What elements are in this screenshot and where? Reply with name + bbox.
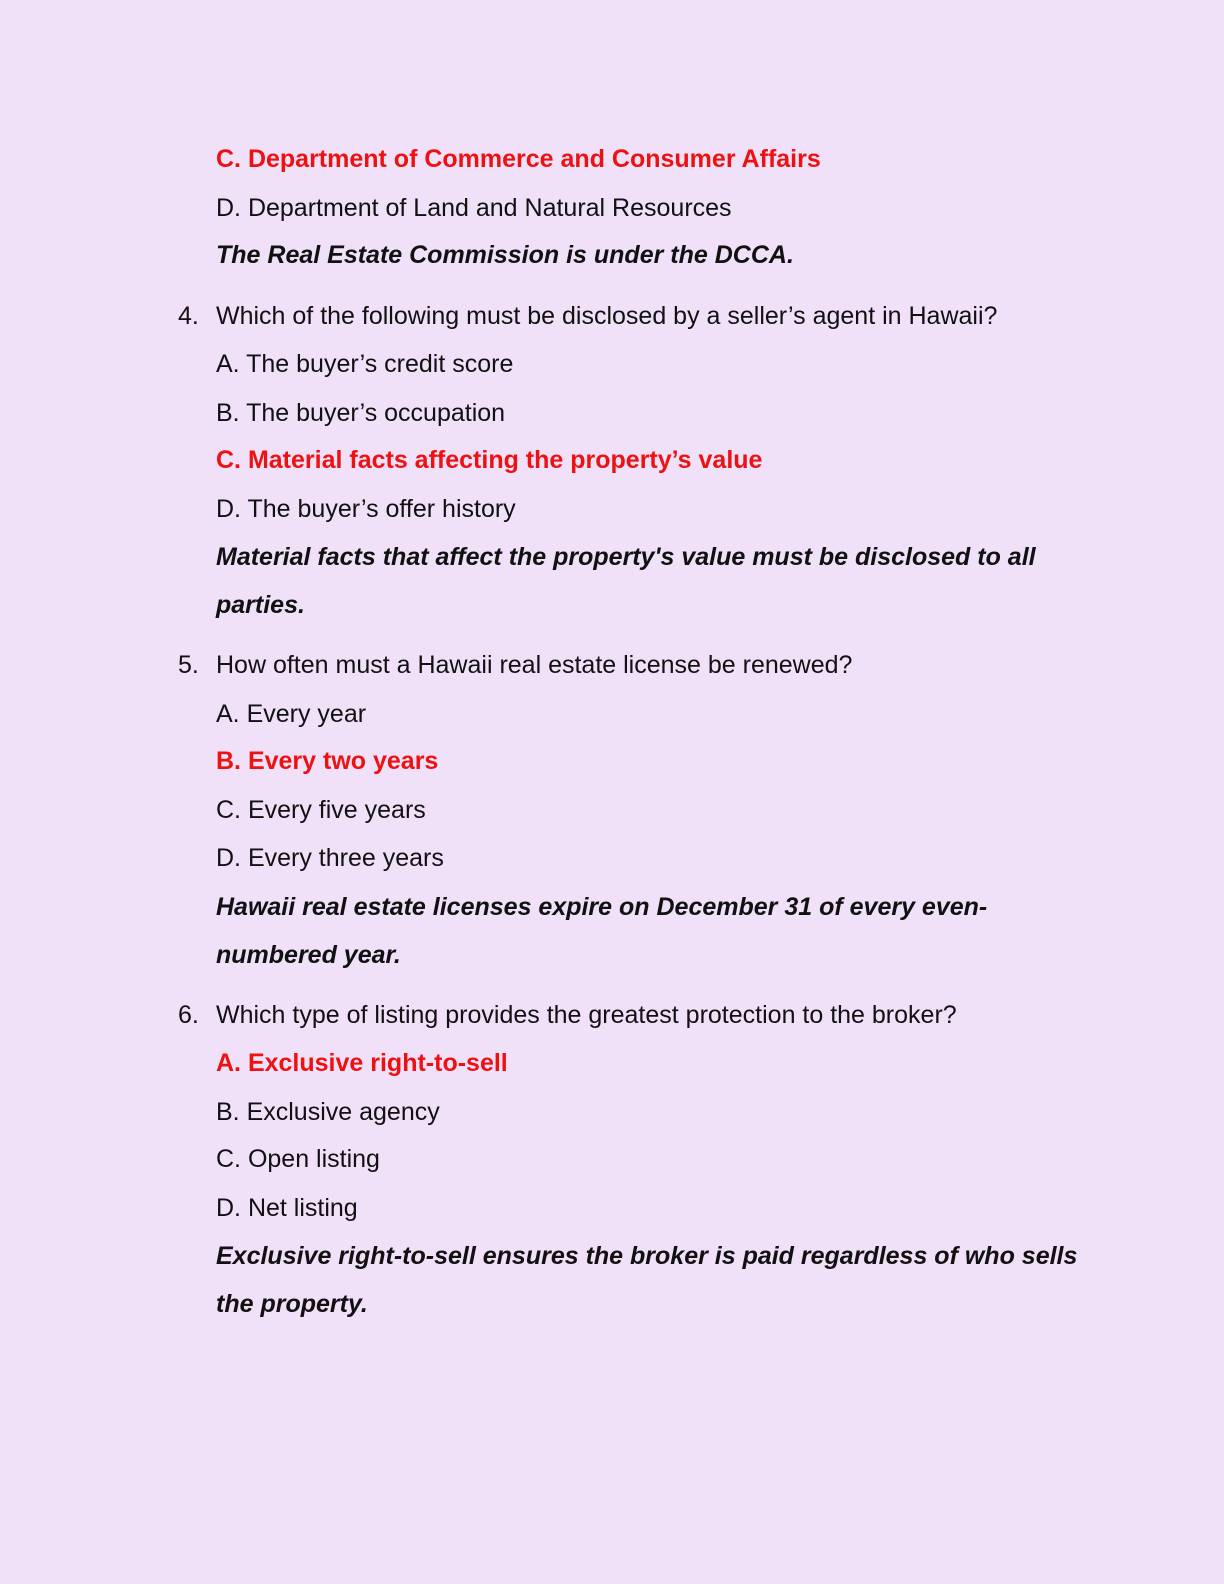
q5-option-b: B. Every two years <box>216 747 439 775</box>
q3-option-d: D. Department of Land and Natural Resources <box>216 194 732 222</box>
q6-option-d: D. Net listing <box>216 1194 358 1222</box>
q5-number: 5. <box>178 651 199 679</box>
q6-question: Which type of listing provides the greatest protection to the broker? <box>216 1001 957 1029</box>
q4-explanation-line-2: parties. <box>216 591 305 619</box>
q3-explanation: The Real Estate Commission is under the DCCA. <box>216 241 794 269</box>
q5-option-a: A. Every year <box>216 700 367 728</box>
q4-option-d: D. The buyer’s offer history <box>216 495 516 523</box>
q6-option-c: C. Open listing <box>216 1145 380 1173</box>
q5-option-d: D. Every three years <box>216 844 444 872</box>
q5-explanation-line-2: numbered year. <box>216 941 401 969</box>
q4-number: 4. <box>178 302 199 330</box>
q4-option-a: A. The buyer’s credit score <box>216 350 514 378</box>
q6-option-b: B. Exclusive agency <box>216 1098 440 1126</box>
q4-question: Which of the following must be disclosed by a seller’s agent in Hawaii? <box>216 302 998 330</box>
q6-explanation-line-1: Exclusive right-to-sell ensures the broker is paid regardless of who sells <box>216 1242 1078 1270</box>
q4-option-c: C. Material facts affecting the property’s value <box>216 446 763 474</box>
q3-option-c: C. Department of Commerce and Consumer Affairs <box>216 145 821 173</box>
q6-number: 6. <box>178 1001 199 1029</box>
q4-option-b: B. The buyer’s occupation <box>216 399 506 427</box>
q6-option-a: A. Exclusive right-to-sell <box>216 1049 508 1077</box>
q5-question: How often must a Hawaii real estate license be renewed? <box>216 651 853 679</box>
q5-explanation-line-1: Hawaii real estate licenses expire on December 31 of every even- <box>216 893 988 921</box>
q6-explanation-line-2: the property. <box>216 1290 368 1318</box>
q4-explanation-line-1: Material facts that affect the property's value must be disclosed to all <box>216 543 1036 571</box>
q5-option-c: C. Every five years <box>216 796 426 824</box>
